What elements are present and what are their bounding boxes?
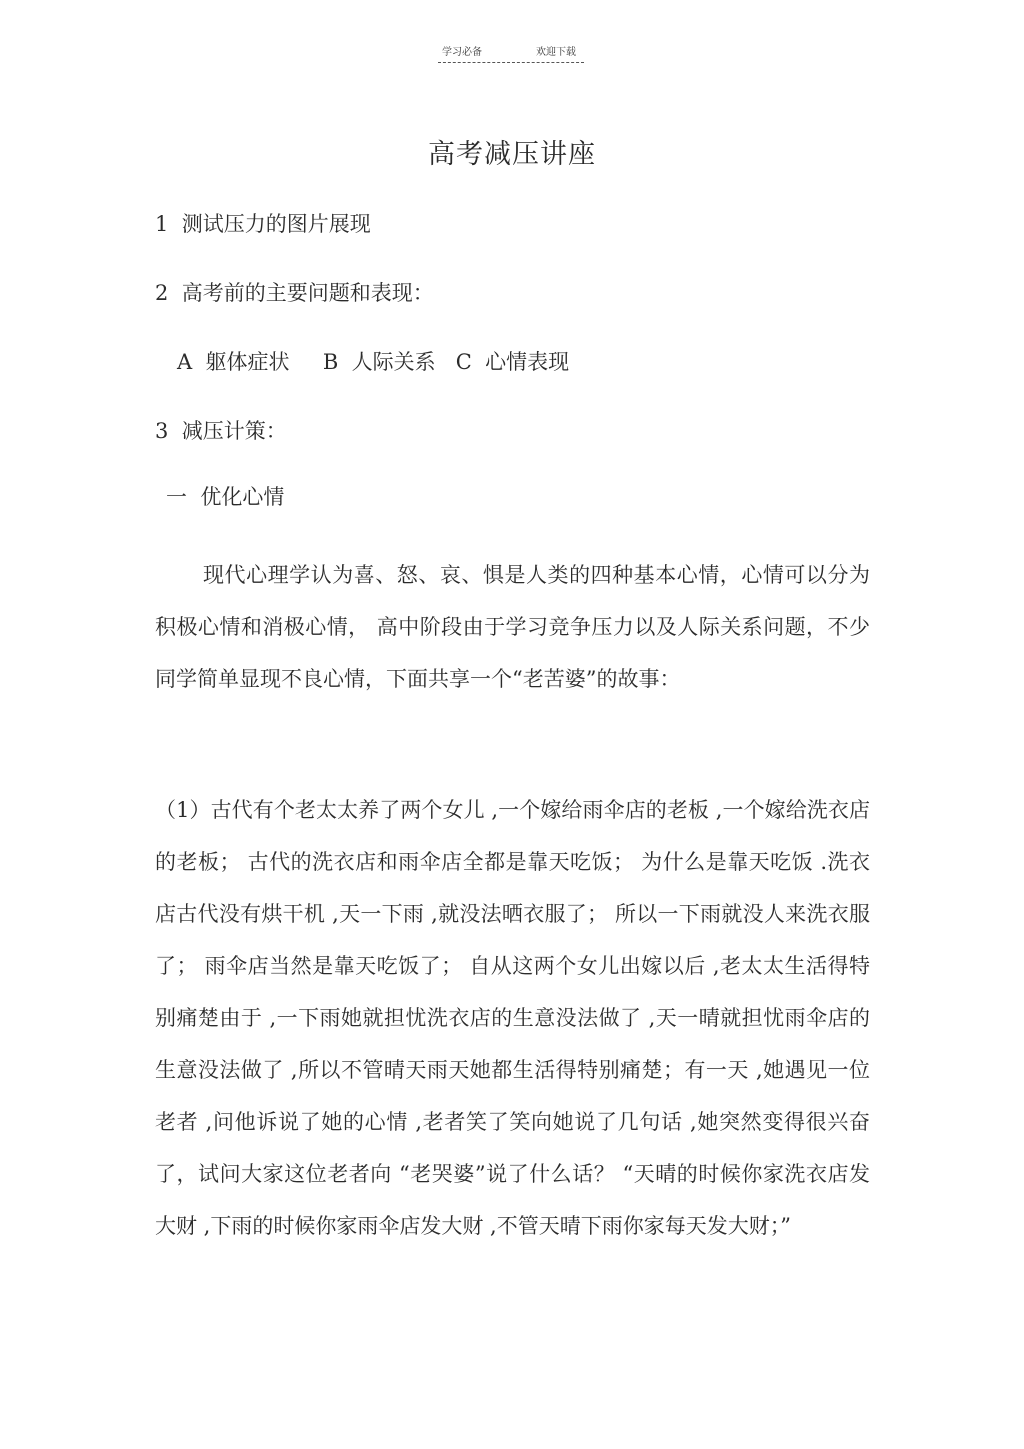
list-item-1: 1 测试压力的图片展现 [155, 212, 371, 236]
header-left-text: 学习必备 [442, 47, 482, 58]
list-item-3: 3 减压计策： [155, 419, 287, 443]
section-heading: 一 优化心情 [166, 485, 285, 509]
page-header [438, 40, 584, 63]
document-title: 高考减压讲座 [428, 139, 596, 170]
intro-paragraph: 现代心理学认为喜、怒、哀、惧是人类的四种基本心情，心情可以分为积极心情和消极心情， 高中阶段由于学习竞争压力以及人际关系问题，不少同学简单显现不良心情，下面共享一个“老苦婆”的故事： [155, 563, 870, 691]
story-paragraph: （1）古代有个老太太养了两个女儿 ,一个嫁给雨伞店的老板 ,一个嫁给洗衣店的老板； 古代的洗衣店和雨伞店全都是靠天吃饭； 为什么是靠天吃饭 .洗衣店古代没有烘干机 ,天一下雨 ,就没法晒衣服了； 所以一下雨就没人来洗衣服了； 雨伞店当然是靠天吃饭了； 自从这两个女儿出嫁以后 ,老太太生活得特别痛楚由于 ,一下雨她就担忧洗衣店的生意没法做了 ,天一晴就担忧雨伞店的生意没法做了 ,所以不管晴天雨天她都生活得特别痛楚；有一天 ,她遇见一位老者 ,问他诉说了她的心情 ,老者笑了笑向她说了几句话 ,她突然变得很兴奋了，试问大家这位老者向 “老哭婆”说了什么话？ “天晴的时候你家洗衣店发大财 ,下雨的时候你家雨伞店发大财 ,不管天晴下雨你家每天发大财；” [155, 798, 870, 1238]
list-item-2-categories: A 躯体症状 B 人际关系 C 心情表现 [177, 350, 570, 374]
header-right-text: 欢迎下载 [536, 47, 576, 58]
list-item-2: 2 高考前的主要问题和表现： [155, 281, 434, 305]
